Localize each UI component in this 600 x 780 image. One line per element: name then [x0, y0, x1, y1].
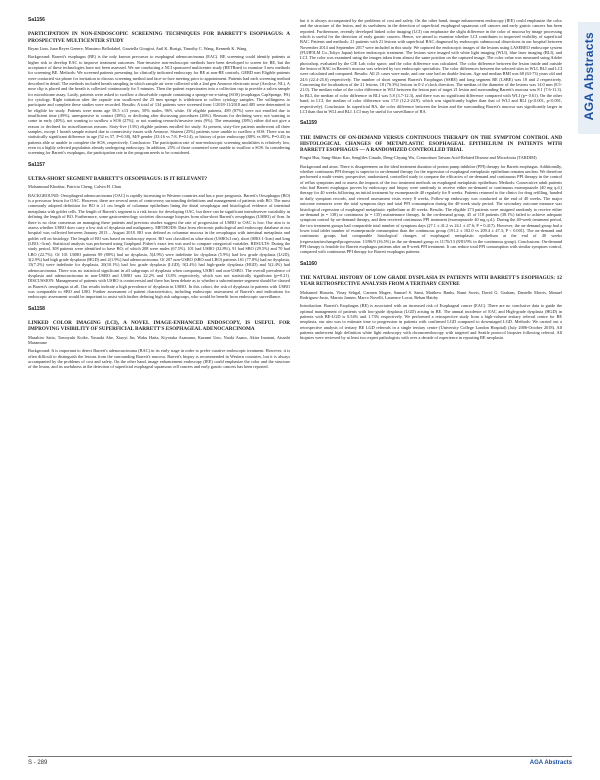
abstract: [300, 121, 562, 254]
footer-divider: [28, 756, 572, 757]
abstract: [28, 18, 290, 156]
abstract-authors: Mohamed Hussein, Vinay Sehgal, Carmen Magee, Samuel S. Sami, Matthew Banks, Rami Sweis, David G. Graham, Danielle Morris, Manuel Rodriguez-Justo, Marnix Jansen, Marco Novelli, Laurence Lovat, Rehan Haidry: [300, 289, 562, 300]
abstract-id: Sa1159: [300, 120, 317, 127]
side-section-label: AGA Abstracts: [582, 32, 596, 121]
page-number: S - 289: [28, 760, 48, 766]
right-column: [300, 18, 562, 348]
abstract-title: THE IMPACTS OF ON-DEMAND VERSUS CONTINUOUS THERAPY ON THE SYMPTOM CONTROL AND HISTOLOGICAL CHANGES OF METAPLASTIC ESOPHAGEAL EPITHELIUM IN PATIENTS WITH BARRETT ESOPHAGUS — A RANDOMIZED CONTROLLED TRIAL: [300, 134, 562, 154]
abstract-body: BACKGROUND: Oesophageal adenocarcinoma (OAC) is rapidly increasing in Western countries and has a poor prognosis. Barrett's Oesophagus (BO) is a precursor lesion for OAC. However, there are several areas of controversy surrounding definitions and management of patients with BO. The most commonly adopted definition for BO is ≥1 cm length of columnar epithelium lining the distal oesophagus and histological evidence of intestinal metaplasia with goblet cells. The length of Barrett's segment is a risk factor for developing OAC, but there can be significant interobserver variability in defining the length of BO. Furthermore, some gastroenterology societies discourage biopsies from ultra-short Barrett's oesophagus (USBO) of 0cm. In there is no clear consensus on managing these patients and previous studies suggest the rate of progression of USBO to OAC is low. Our aim is to assess whether USBO does carry a low risk of dysplasia and malignancy. METHODS: Data from electronic pathological and endoscopy database at our hospital was collected between January 2013 – August 2018. BO was defined as columnar mucosa in the oesophagus with intestinal metaplasia and goblet cell on histology. The length of BO was based on endoscopy report. BO was classified as ultra-short (USBO≤1cm), short (SBO:1-3cm) and long (LBO:>3cm). Statistical analysis was performed using Graphpad. Fisher's exact test was used to compare categorical variables. RESULTS: During the study period, 308 patients were identified to have BO; of which 208 were males (67.5%). 101 had USBO (32.8%), 91 had SBO (29.5%) and 70 had LBO (22.7%). Of 101 USBO patients 89 (88%) had no dysplasia, 5(4.9%) were indefinite for dysplasia (5.9%) had low grade dysplasia (LGD), 3(2.9%) had high grade dysplasia (HGD) and 2(1.9%) had adenocarcinoma. Of 207 non-USBO (SBO and LBO) patients 161 (77.8%) had no dysplasia, 15(7.2%) were indefinite for dysplasia, 20(10.1%) had low grade dysplasia (LGD), 9(2.4%) had high-grade dysplasia (HGD) and 5(2.4%) had adenocarcinoma. There was no statistical significant in all subgroups of dysplasia when comparing USBO and non-USBO. The overall prevalence of dysplasia and adenocarcinoma in non-USBO and USBO was 22.2% and 13.8% respectively, which was not statistically significant (p=0.21). DISCUSSION: Management of patients with USBO is controversial and there has been debate as to whether a subcentimetre segment should be classed as Barrett's oesophagus at all. Our results indicate a high prevalence of dysplasia in USBO. In this cohort, the risk of dysplasia in patients with USBO was comparable to SBO and LBO. Further assessment of patient characteristics, including endoscopic assessment of Barrett's and indications for endoscopic assessment would be important to assist with further defining high risk subgroups, who would be benefit from endoscopic surveillance.: [28, 192, 290, 300]
abstract-body: Background and aims: There is disagreement on the ideal treatment duration of proton pump inhibitor (PPI) therapy for Barrett esophagus. Additionally, whether continuous PPI therapy is superior to on-demand therapy for the regression of esophageal metaplastic epithelium remains unclear. We therefore performed a multi-center, prospective, randomized, controlled study to compare the efficacies of on-demand and continuous PPI therapy in the control of reflux symptoms and to assess the impacts of the two treatment methods on esophageal metaplastic epithelium. Methods: Consecutive adult patients who had Barrett esophagus proven by endoscopy and biopsy were randomly to receive either on-demand or continuous esomeprazole (40 mg q.d.) therapy for 40 weeks following an initial treatment by esomeprazole 40 regularly for 8 weeks. Patients returned to the clinics for drug refilling, handed in daily symptom records, and viewed assessment visits every 8 weeks. Follow-up endoscopy was conducted at the end of 40 weeks. The major outcome measures were the total symptom days and total PPI consumption during the 40-week study period. The secondary outcome measure was histological regression of esophageal metaplastic epithelium at 40 weeks. Results: The eligible 273 patients were assigned randomly to receive either on-demand (n = 138) or continuous (n = 135) maintenance therapy. In the on-demand group, 45 of 118 patients (38.1%) failed to achieve adequate symptom control by on-demand therapy, and then received continuous PPI treatment (esomeprazole 40 mg q.d.). During the 40-week treatment period, the two treatment groups had comparable total number of symptom days (27.1 ± 41.2 vs 24.1 ± 47.6; P = 0.417). However, the on-demand group had a lower total tablet number of esomeprazole consumption than the continuous group (191.2 ± 102.0 vs 209.4 ± 47.3; P < 0.001). The on-demand and continuous groups had comparable histological changes of esophageal metaplastic epithelium at the end of 40 weeks (regression/unchanged/progression: 13/96/9 (16.5%) in the on-demand group vs 11/76/13 (8/81/9% in the continuous group). Conclusions: On-demand PPI therapy is feasible for Barrett esophagus patients after an 8-week PPI treatment. It can reduce total PPI consumption with similar symptom control, compared with continuous PPI therapy for Barrett esophagus patients.: [300, 163, 562, 255]
abstract-id: Sa1158: [28, 305, 45, 312]
abstract-id: Sa1157: [28, 161, 45, 168]
left-column: [28, 18, 290, 377]
abstract-body: Background: Barrett's esophagus (BE) is the only known precursor to esophageal adenocarcinoma (EAC). BE screening could identify patients at higher risk to develop EAC to improve treatment outcomes. Non-invasive non-endoscopic methods have been developed to screen for BE, but the acceptance of these technologies have not been assessed. We are conducting a NCI sponsored multicenter study (BETRnet) to examine 3 new methods for screening BE. Methods: We screened patients presenting for clinically indicated endoscopy for BE at non-BE controls. GERD met Eligible patients were contacted via phone for invitation to discuss screening method and face-to-face meeting prior to appointment. Patients had each screening method described in detail. The methods included breath sampling in which sample air were collected with a 2nd gen Aeonose electronic nose (Aeolyse, NL). A nose clip is placed and the breath is collected continuously for 5 minutes. Then the patient expectorates into a collection cup to provide a saliva sample for microbiome assay. Lastly, patients were asked to swallow a dissolvable capsule containing a sponge-on-a-string (SOS) (esophagus CapSponge, PA) for cytology. Right initiation after the capsule was swallowed the 25 mm sponge is withdrawn to collect cytology samples. The willingness to participate and complete these studies were recorded. Results: A total of 134 patients were screened from 1/2018-11/2018 and 485 were determined to be eligible for study. Patients were mean age 58.5 ±13 years, 50% males, 96% white. Of eligible patients, 489 (87%) were not enrolled due to insufficient time (49%), unresponsive to contact (38%), or declining after discussing procedures (26%). Reasons for declining were, not wanting to come in early (40%), not wanting to swallow a SOS (27%), or not wanting research/invasive tests (9%). The remaining (38%) either did not give a reason or declined for miscellaneous reasons. Sixty-five (13%) eligible patients enrolled for study. At present, sixty-five patients underwent all three samples, except 1 breath sample missed due to connectivity issues with Aeonose. Sixteen (25%) patients were unable to swallow a SOS. There was no statistically significant difference in age (52 vs 57, P=0.38), M/F gender (33:16 vs 7:8, P=0.14), or history of prior endoscopy (88% vs 80%, P=0.43) in patients able or unable to complete the SOS, respectively. Conclusion: The participation rate of non-endoscopic screening modalities is relatively low, even in a highly selected population already undergoing endoscopy. In addition, 25% of those consented were unable to swallow a SOS. In considering screening for Barrett's esophagus, the participation rate in the program needs to be considered.: [28, 54, 290, 156]
abstract: [300, 262, 562, 341]
abstract-title: THE NATURAL HISTORY OF LOW GRADE DYSPLASIA IN PATIENTS WITH BARRETT'S ESOPHAGUS: 12 YEAR RETROSPECTIVE ANALYSIS FROM A TERTIARY CENTRE: [300, 274, 562, 288]
abstract-authors: Pingxi Hsu, Sung-Shiao Kao, Sengliles Cinado, Deng-Chyang Wu, Consortium Taiwan Acid-Related Disease and Microbiota (TARDIM): [300, 155, 537, 161]
abstract: [300, 18, 562, 114]
abstract-title: PARTICIPATION IN NON-ENDOSCOPIC SCREENING TECHNIQUES FOR BARRETT'S ESOPHAGUS: A PROSPECTIVE MULTICENTER STUDY: [28, 31, 290, 44]
abstract: [28, 307, 290, 370]
abstract-body: Introduction: Barrett's Esophagus (BE) is associated with an increased risk of Esophageal cancer (EAC). There are no conclusive data to guide the optimal management of patients with low-grade dysplasia (LGD) arising in BE. The annual incidence of EAC and High-grade dysplasia (HGD) in patients with BE-LGD is 0.54% and 1.73% respectively. We performed a retrospective study from a high-volume tertiary referral centre for BE neoplasia, our aim was to estimate time to progression in patients with confirmed LGD compared to downstaged LGD. Methods: We carried out a retrospective analysis of tertiary BE LGD referrals in a single tertiary centre (University College London Hospital) (July 2006-October 2018). All patients underwent high definition white light endoscopy with chromoendoscopy with targeted and Seattle protocol biopsies following referral. All biopsies were reviewed by at least two expert pathologists with over a decade of experience in reporting BE neoplasia.: [300, 303, 562, 341]
abstract-body: Background: It is important to detect Barrett's adenocarcinoma (BAC) in its early stage in order to prefer curative endoscopic treatment. However, it is often difficult to distinguish the lesions from the surrounding Barrett's mucosa. Barrett's biopsy is recommended in Western countries, but it is always accompanied by the problems of cost and safety. On the other hand, image enhancement endoscopy (IEE) could emphasize the color and the structure of the lesion, and its usefulness in the detection of superficial esophageal squamous cell cancers and early gastric cancers has been reported.: [28, 348, 290, 370]
abstract: [28, 163, 290, 300]
abstract-body: but it is always accompanied by the problems of cost and safety. On the other hand, image enhancement endoscopy (IEE) could emphasize the color and the structure of the lesion, and its usefulness in the detection of superficial esophageal squamous cell cancers and early gastric cancers has been reported. Furthermore, recently developed linked color imaging (LCI) can emphasize the slight difference in the color of mucosa by image processing which is useful for the detection of early gastric cancers. Hence, we aimed to examine whether LCI contributes to improved visibility of superficial BAC. Patients and methods: 21 patients with 21 lesions with superficial BAC diagnosed by endoscopic submucosal dissections in our hospital between November 2014 and September 2017 were included in this study. We captured the endoscopic images of the lesions using LASEREO endoscope system (FUJIFILM Co.,Tokyo Japan) before endoscopic treatment. The lesions were imaged with white light imaging (WLI), blue laser imaging (BLI), and LCI. The color was examined using the images taken from almost the same position on the captured image. The color value was measured using Adobe photoshop, evaluated by the CIE Lab color space, and the color difference was calculated. The color difference between the lesion inside and outside the lesion of BAC in Barrett's mucosa was selected by two endoscopic specialists. The color differences between the selected sites in WLI, BLI and LCI were calculated and compared. Results: All 21 cases were male, and one case had an double lesions. Age and median BMI was 68 (63-73) years old and 24.6 (22.4-25.6) respectively. The number of short segment Barrett's Esophagus (SSBE) and long segment BE (LSBE) was 18 and 2 respectively. Concerning the localization of the 21 lesions, 18 (76.3%) lesions in 0-2 o'clock direction. The median of the diameter of the lesions was 14.0 mm (8.5-21.0). The median value of the color difference in WLI between the lesion part of target 21 lesion and surrounding Barrett's mucosa was 8.1 (7.6-11.3). In BLI, the median of color difference in BLI was 5.8 (3.7-12.3), and there was no significant difference compared with WLI (p= 0.61). On the other hand, in LCI, the median of color difference was 17.0 (12.2-24.9), which was significantly higher than that of WLI and BLI (p<0.001, p<0.001, respectively). Conclusion: In superficial BA, the color difference between the lesion and the surrounding Barrett's mucosa was significantly larger in LCI than that in WLI and BLI. LCI may be useful for surveillance of BA.: [300, 18, 562, 114]
abstract-authors: Mohammad Khodear, Patricia Cheng, Calvin H. Chan: [28, 184, 122, 190]
abstract-title: ULTRA-SHORT SEGMENT BARRETT'S OESOPHAGUS: IS IT RELEVANT?: [28, 176, 208, 183]
abstract-id: Sa1156: [28, 17, 45, 23]
abstract-authors: Masahiro Saito, Tomoyuki Koike, Yasuaki Abe, Xiaoyi Jin, Waku Hatta, Kiyotaka Asanuma, Kazumi Uno, Naoki Asano, Akira Imatani, Atsushi Masamune: [28, 334, 290, 345]
abstract-id: Sa1160: [300, 260, 317, 267]
abstract-title: LINKED COLOR IMAGING (LCI), A NOVEL IMAGE-ENHANCED ENDOSCOPY, IS USEFUL FOR IMPROVING VISIBILITY OF SUPERFICIAL BARRETT'S ESOPHAGEAL ADENOCARCINOMA: [28, 320, 290, 333]
footer-journal-name: AGA Abstracts: [529, 760, 572, 766]
abstract-authors: Bryan Linn, Juan Reyes Genere, Massimo Bellodabel, Graziella Giorgini, Anil K. Rustgi, Timothy C. Wang, Kenneth K. Wang: [28, 45, 247, 51]
